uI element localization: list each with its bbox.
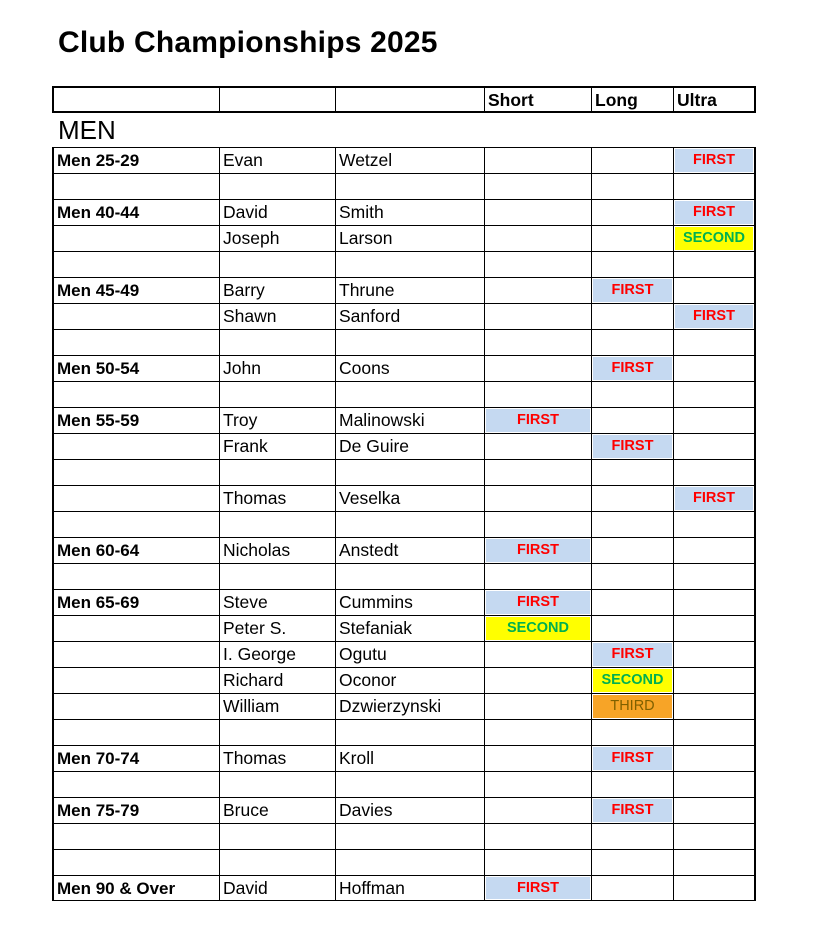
long-result-cell bbox=[591, 278, 673, 303]
award-badge: FIRST bbox=[675, 305, 753, 328]
short-result-cell bbox=[484, 876, 591, 900]
first-name-cell: William bbox=[219, 694, 335, 719]
ultra-result-cell bbox=[673, 876, 756, 900]
ultra-result-cell bbox=[673, 148, 756, 173]
section-label: MEN bbox=[58, 115, 116, 145]
short-result-cell bbox=[484, 668, 591, 693]
first-name-cell bbox=[219, 824, 335, 849]
short-result-cell bbox=[484, 278, 591, 303]
long-result-cell bbox=[591, 850, 673, 875]
first-name-cell bbox=[219, 460, 335, 485]
table-row bbox=[52, 303, 756, 329]
award-badge: SECOND bbox=[593, 669, 672, 692]
ultra-result-cell bbox=[673, 382, 756, 407]
age-group-cell bbox=[52, 642, 219, 667]
long-result-cell bbox=[591, 564, 673, 589]
first-name-cell: Richard bbox=[219, 668, 335, 693]
first-name-cell bbox=[219, 382, 335, 407]
award-badge: FIRST bbox=[675, 487, 753, 510]
ultra-result-cell bbox=[673, 720, 756, 745]
ultra-result-cell bbox=[673, 850, 756, 875]
short-result-cell bbox=[484, 694, 591, 719]
first-name-cell: Thomas bbox=[219, 486, 335, 511]
table-row bbox=[52, 667, 756, 693]
ultra-result-cell bbox=[673, 538, 756, 563]
table-row bbox=[52, 875, 756, 901]
short-result-cell bbox=[484, 486, 591, 511]
ultra-result-cell bbox=[673, 356, 756, 381]
age-group-cell: Men 40-44 bbox=[52, 200, 219, 225]
first-name-cell bbox=[219, 850, 335, 875]
last-name-cell bbox=[335, 460, 484, 485]
award-badge: FIRST bbox=[675, 201, 753, 224]
ultra-result-cell bbox=[673, 512, 756, 537]
long-result-cell bbox=[591, 382, 673, 407]
table-row bbox=[52, 589, 756, 615]
long-result-cell bbox=[591, 824, 673, 849]
table-row bbox=[52, 147, 756, 173]
award-badge: THIRD bbox=[593, 695, 672, 718]
age-group-cell: Men 55-59 bbox=[52, 408, 219, 433]
table-row bbox=[52, 329, 756, 355]
long-result-cell bbox=[591, 642, 673, 667]
first-name-cell: Nicholas bbox=[219, 538, 335, 563]
table-row bbox=[52, 823, 756, 849]
first-name-cell bbox=[219, 512, 335, 537]
last-name-cell: Coons bbox=[335, 356, 484, 381]
last-name-cell: Ogutu bbox=[335, 642, 484, 667]
table-row bbox=[52, 199, 756, 225]
first-name-cell bbox=[219, 772, 335, 797]
age-group-cell bbox=[52, 330, 219, 355]
short-result-cell bbox=[484, 200, 591, 225]
long-result-cell bbox=[591, 460, 673, 485]
age-group-cell bbox=[52, 694, 219, 719]
short-result-cell bbox=[484, 148, 591, 173]
last-name-cell bbox=[335, 772, 484, 797]
table-row bbox=[52, 225, 756, 251]
last-name-cell bbox=[335, 512, 484, 537]
award-badge: FIRST bbox=[593, 435, 672, 458]
short-result-cell bbox=[484, 356, 591, 381]
last-name-cell: Hoffman bbox=[335, 876, 484, 900]
award-badge: FIRST bbox=[486, 409, 590, 432]
age-group-cell bbox=[52, 226, 219, 251]
long-result-cell bbox=[591, 668, 673, 693]
long-result-cell bbox=[591, 174, 673, 199]
last-name-cell: Dzwierzynski bbox=[335, 694, 484, 719]
header-last-name-cell bbox=[335, 88, 484, 111]
award-badge: FIRST bbox=[486, 591, 590, 614]
age-group-cell: Men 75-79 bbox=[52, 798, 219, 823]
age-group-cell bbox=[52, 512, 219, 537]
long-result-cell bbox=[591, 226, 673, 251]
long-result-cell bbox=[591, 772, 673, 797]
ultra-result-cell bbox=[673, 226, 756, 251]
table-row bbox=[52, 719, 756, 745]
last-name-cell: Sanford bbox=[335, 304, 484, 329]
table-row bbox=[52, 407, 756, 433]
ultra-result-cell bbox=[673, 616, 756, 641]
first-name-cell bbox=[219, 330, 335, 355]
last-name-cell: De Guire bbox=[335, 434, 484, 459]
last-name-cell: Davies bbox=[335, 798, 484, 823]
ultra-result-cell bbox=[673, 434, 756, 459]
long-result-cell bbox=[591, 200, 673, 225]
age-group-cell: Men 45-49 bbox=[52, 278, 219, 303]
age-group-cell bbox=[52, 174, 219, 199]
last-name-cell: Cummins bbox=[335, 590, 484, 615]
ultra-result-cell bbox=[673, 798, 756, 823]
age-group-cell: Men 25-29 bbox=[52, 148, 219, 173]
table-row bbox=[52, 615, 756, 641]
first-name-cell: Bruce bbox=[219, 798, 335, 823]
long-result-cell bbox=[591, 434, 673, 459]
award-badge: FIRST bbox=[593, 799, 672, 822]
long-result-cell bbox=[591, 252, 673, 277]
long-result-cell bbox=[591, 356, 673, 381]
table-row bbox=[52, 537, 756, 563]
award-badge: SECOND bbox=[675, 227, 753, 250]
short-result-cell bbox=[484, 512, 591, 537]
first-name-cell: John bbox=[219, 356, 335, 381]
ultra-result-cell bbox=[673, 304, 756, 329]
last-name-cell bbox=[335, 564, 484, 589]
long-result-cell bbox=[591, 694, 673, 719]
table-row bbox=[52, 355, 756, 381]
last-name-cell bbox=[335, 330, 484, 355]
ultra-result-cell bbox=[673, 590, 756, 615]
ultra-result-cell bbox=[673, 668, 756, 693]
long-result-cell bbox=[591, 876, 673, 900]
first-name-cell: I. George bbox=[219, 642, 335, 667]
age-group-cell bbox=[52, 720, 219, 745]
table-row bbox=[52, 641, 756, 667]
award-badge: FIRST bbox=[593, 643, 672, 666]
award-badge: FIRST bbox=[486, 539, 590, 562]
age-group-cell bbox=[52, 252, 219, 277]
first-name-cell: Evan bbox=[219, 148, 335, 173]
age-group-cell bbox=[52, 616, 219, 641]
first-name-cell: Troy bbox=[219, 408, 335, 433]
short-result-cell bbox=[484, 590, 591, 615]
award-badge: FIRST bbox=[486, 877, 590, 899]
section-row bbox=[52, 113, 756, 147]
results-table bbox=[52, 86, 756, 901]
last-name-cell: Stefaniak bbox=[335, 616, 484, 641]
ultra-result-cell bbox=[673, 564, 756, 589]
table-header bbox=[52, 86, 756, 113]
last-name-cell: Larson bbox=[335, 226, 484, 251]
last-name-cell bbox=[335, 720, 484, 745]
ultra-result-cell bbox=[673, 746, 756, 771]
table-row bbox=[52, 693, 756, 719]
ultra-result-cell bbox=[673, 460, 756, 485]
ultra-result-cell bbox=[673, 772, 756, 797]
last-name-cell: Thrune bbox=[335, 278, 484, 303]
last-name-cell bbox=[335, 252, 484, 277]
ultra-result-cell bbox=[673, 330, 756, 355]
table-body bbox=[52, 147, 756, 901]
first-name-cell bbox=[219, 564, 335, 589]
table-row bbox=[52, 563, 756, 589]
short-result-cell bbox=[484, 798, 591, 823]
long-result-cell bbox=[591, 538, 673, 563]
long-result-cell bbox=[591, 512, 673, 537]
last-name-cell: Anstedt bbox=[335, 538, 484, 563]
age-group-cell: Men 70-74 bbox=[52, 746, 219, 771]
long-result-cell bbox=[591, 330, 673, 355]
short-result-cell bbox=[484, 460, 591, 485]
long-result-cell bbox=[591, 408, 673, 433]
ultra-result-cell bbox=[673, 486, 756, 511]
header-long: Long bbox=[591, 88, 673, 111]
age-group-cell bbox=[52, 382, 219, 407]
first-name-cell: David bbox=[219, 200, 335, 225]
short-result-cell bbox=[484, 330, 591, 355]
long-result-cell bbox=[591, 616, 673, 641]
age-group-cell bbox=[52, 668, 219, 693]
table-row bbox=[52, 173, 756, 199]
age-group-cell: Men 65-69 bbox=[52, 590, 219, 615]
long-result-cell bbox=[591, 590, 673, 615]
short-result-cell bbox=[484, 720, 591, 745]
short-result-cell bbox=[484, 616, 591, 641]
short-result-cell bbox=[484, 746, 591, 771]
page-title: Club Championships 2025 bbox=[58, 26, 438, 59]
short-result-cell bbox=[484, 824, 591, 849]
table-row bbox=[52, 433, 756, 459]
first-name-cell: Peter S. bbox=[219, 616, 335, 641]
first-name-cell: Barry bbox=[219, 278, 335, 303]
last-name-cell: Kroll bbox=[335, 746, 484, 771]
ultra-result-cell bbox=[673, 252, 756, 277]
table-row bbox=[52, 797, 756, 823]
first-name-cell bbox=[219, 252, 335, 277]
first-name-cell: Frank bbox=[219, 434, 335, 459]
age-group-cell: Men 60-64 bbox=[52, 538, 219, 563]
table-row bbox=[52, 771, 756, 797]
header-group-cell bbox=[52, 88, 219, 111]
first-name-cell: David bbox=[219, 876, 335, 900]
age-group-cell bbox=[52, 460, 219, 485]
award-badge: SECOND bbox=[486, 617, 590, 640]
first-name-cell: Thomas bbox=[219, 746, 335, 771]
short-result-cell bbox=[484, 252, 591, 277]
age-group-cell bbox=[52, 434, 219, 459]
age-group-cell bbox=[52, 850, 219, 875]
age-group-cell: Men 50-54 bbox=[52, 356, 219, 381]
short-result-cell bbox=[484, 408, 591, 433]
short-result-cell bbox=[484, 772, 591, 797]
short-result-cell bbox=[484, 642, 591, 667]
table-row bbox=[52, 745, 756, 771]
ultra-result-cell bbox=[673, 174, 756, 199]
last-name-cell: Oconor bbox=[335, 668, 484, 693]
short-result-cell bbox=[484, 850, 591, 875]
last-name-cell bbox=[335, 824, 484, 849]
long-result-cell bbox=[591, 746, 673, 771]
table-row bbox=[52, 511, 756, 537]
table-row bbox=[52, 485, 756, 511]
table-row bbox=[52, 459, 756, 485]
first-name-cell: Joseph bbox=[219, 226, 335, 251]
header-first-name-cell bbox=[219, 88, 335, 111]
short-result-cell bbox=[484, 434, 591, 459]
long-result-cell bbox=[591, 148, 673, 173]
ultra-result-cell bbox=[673, 642, 756, 667]
table-row bbox=[52, 849, 756, 875]
long-result-cell bbox=[591, 304, 673, 329]
award-badge: FIRST bbox=[593, 747, 672, 770]
age-group-cell bbox=[52, 304, 219, 329]
last-name-cell bbox=[335, 850, 484, 875]
ultra-result-cell bbox=[673, 200, 756, 225]
last-name-cell: Smith bbox=[335, 200, 484, 225]
ultra-result-cell bbox=[673, 824, 756, 849]
last-name-cell: Veselka bbox=[335, 486, 484, 511]
last-name-cell bbox=[335, 174, 484, 199]
last-name-cell: Malinowski bbox=[335, 408, 484, 433]
award-badge: FIRST bbox=[593, 279, 672, 302]
long-result-cell bbox=[591, 486, 673, 511]
first-name-cell: Shawn bbox=[219, 304, 335, 329]
short-result-cell bbox=[484, 538, 591, 563]
short-result-cell bbox=[484, 564, 591, 589]
age-group-cell bbox=[52, 824, 219, 849]
award-badge: FIRST bbox=[675, 149, 753, 172]
age-group-cell bbox=[52, 486, 219, 511]
first-name-cell: Steve bbox=[219, 590, 335, 615]
long-result-cell bbox=[591, 798, 673, 823]
ultra-result-cell bbox=[673, 694, 756, 719]
short-result-cell bbox=[484, 382, 591, 407]
long-result-cell bbox=[591, 720, 673, 745]
table-row bbox=[52, 277, 756, 303]
short-result-cell bbox=[484, 226, 591, 251]
last-name-cell bbox=[335, 382, 484, 407]
ultra-result-cell bbox=[673, 408, 756, 433]
header-short: Short bbox=[484, 88, 591, 111]
short-result-cell bbox=[484, 304, 591, 329]
table-row bbox=[52, 251, 756, 277]
short-result-cell bbox=[484, 174, 591, 199]
age-group-cell: Men 90 & Over bbox=[52, 876, 219, 900]
first-name-cell bbox=[219, 720, 335, 745]
table-row bbox=[52, 381, 756, 407]
first-name-cell bbox=[219, 174, 335, 199]
award-badge: FIRST bbox=[593, 357, 672, 380]
last-name-cell: Wetzel bbox=[335, 148, 484, 173]
ultra-result-cell bbox=[673, 278, 756, 303]
header-ultra: Ultra bbox=[673, 88, 756, 111]
age-group-cell bbox=[52, 564, 219, 589]
age-group-cell bbox=[52, 772, 219, 797]
